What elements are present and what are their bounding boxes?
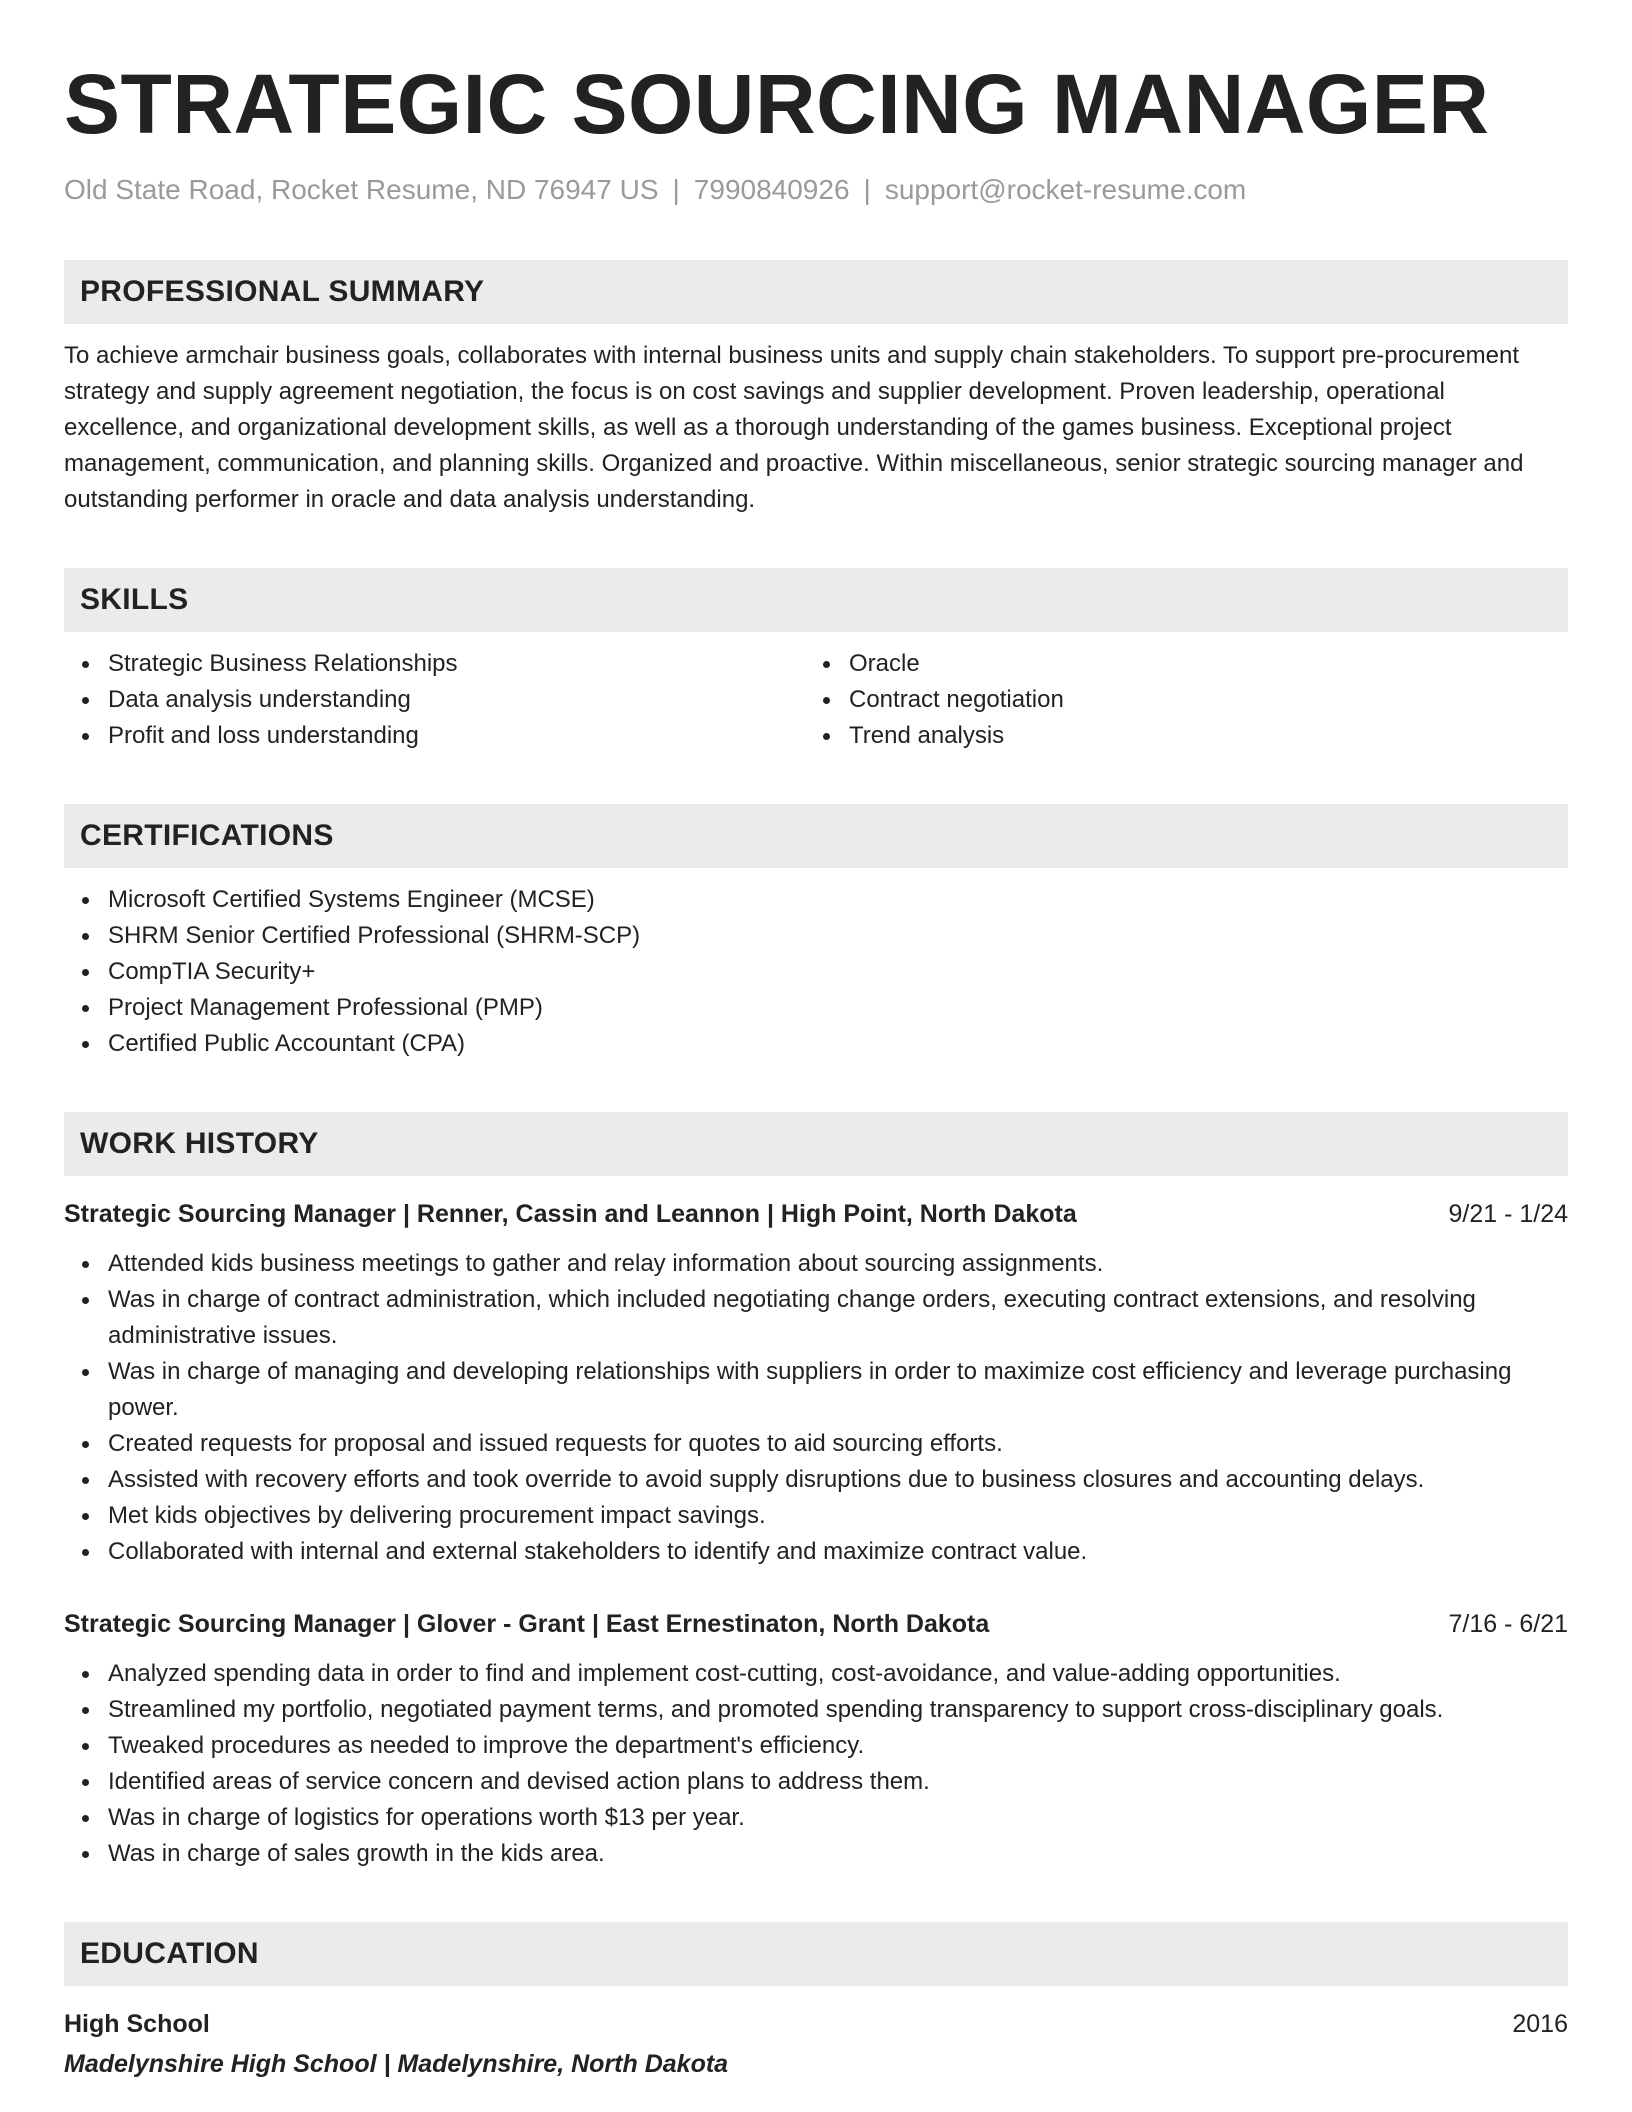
skills-grid <box>64 646 1568 754</box>
job-bullet: Collaborated with internal and external stakeholders to identify and maximize contract value. <box>108 1534 1568 1570</box>
skill-item: Profit and loss understanding <box>108 718 805 754</box>
certifications-list <box>64 882 1568 1062</box>
job-header <box>64 1606 1568 1642</box>
contact-separator: | <box>863 174 871 205</box>
contact-line <box>64 172 1568 208</box>
job-bullet: Was in charge of logistics for operations worth $13 per year. <box>108 1800 1568 1836</box>
section-header-certifications: CERTIFICATIONS <box>64 804 1568 868</box>
job-bullet: Assisted with recovery efforts and took override to avoid supply disruptions due to business closures and accounting delays. <box>108 1462 1568 1498</box>
job-dates: 7/16 - 6/21 <box>1448 1610 1568 1638</box>
job-bullet: Identified areas of service concern and devised action plans to address them. <box>108 1764 1568 1800</box>
job-bullet: Met kids objectives by delivering procurement impact savings. <box>108 1498 1568 1534</box>
job-bullets <box>64 1246 1568 1570</box>
section-header-summary: PROFESSIONAL SUMMARY <box>64 260 1568 324</box>
contact-address: Old State Road, Rocket Resume, ND 76947 US <box>64 174 659 205</box>
job-bullets <box>64 1656 1568 1872</box>
job-bullet: Was in charge of contract administration, which included negotiating change orders, executing contract extensions, and resolving administrative issues. <box>108 1282 1568 1354</box>
contact-separator: | <box>672 174 680 205</box>
section-header-education: EDUCATION <box>64 1922 1568 1986</box>
certification-item: Microsoft Certified Systems Engineer (MCSE) <box>108 882 1568 918</box>
certification-item: CompTIA Security+ <box>108 954 1568 990</box>
job-bullet: Created requests for proposal and issued requests for quotes to aid sourcing efforts. <box>108 1426 1568 1462</box>
certification-item: Project Management Professional (PMP) <box>108 990 1568 1026</box>
skills-list-left <box>64 646 805 754</box>
contact-phone: 7990840926 <box>693 174 850 205</box>
job-bullet: Streamlined my portfolio, negotiated payment terms, and promoted spending transparency to support cross-disciplinary goals. <box>108 1692 1568 1728</box>
contact-email[interactable]: support@rocket-resume.com <box>884 174 1247 205</box>
certification-item: SHRM Senior Certified Professional (SHRM-SCP) <box>108 918 1568 954</box>
section-header-work-history: WORK HISTORY <box>64 1112 1568 1176</box>
job-bullet: Attended kids business meetings to gather and relay information about sourcing assignments. <box>108 1246 1568 1282</box>
summary-text: To achieve armchair business goals, collaborates with internal business units and supply chain stakeholders. To support pre-procurement strategy and supply agreement negotiation, the focus is on cost savings and supplier development. Proven leadership, operational excellence, and organizational development skills, as well as a thorough understanding of the games business. Exceptional project management, communication, and planning skills. Organized and proactive. Within miscellaneous, senior strategic sourcing manager and outstanding performer in oracle and data analysis understanding. <box>64 342 1524 513</box>
job-bullet: Was in charge of sales growth in the kids area. <box>108 1836 1568 1872</box>
education-degree: High School <box>64 2010 210 2038</box>
skill-item: Strategic Business Relationships <box>108 646 805 682</box>
education-year: 2016 <box>1512 2010 1568 2038</box>
education-header <box>64 2006 1568 2042</box>
job-title: Strategic Sourcing Manager | Renner, Cassin and Leannon | High Point, North Dakota <box>64 1200 1077 1228</box>
job-header <box>64 1196 1568 1232</box>
skill-item: Oracle <box>849 646 1546 682</box>
resume-title: STRATEGIC SOURCING MANAGER <box>64 57 1490 151</box>
skill-item: Data analysis understanding <box>108 682 805 718</box>
job-title: Strategic Sourcing Manager | Glover - Grant | East Ernestinaton, North Dakota <box>64 1610 990 1638</box>
education-school: Madelynshire High School | Madelynshire, North Dakota <box>64 2050 729 2078</box>
job-bullet: Was in charge of managing and developing relationships with suppliers in order to maximize cost efficiency and leverage purchasing power. <box>108 1354 1568 1426</box>
section-header-skills: SKILLS <box>64 568 1568 632</box>
skills-list-right <box>805 646 1546 754</box>
job-bullet: Analyzed spending data in order to find and implement cost-cutting, cost-avoidance, and value-adding opportunities. <box>108 1656 1568 1692</box>
certification-item: Certified Public Accountant (CPA) <box>108 1026 1568 1062</box>
job-bullet: Tweaked procedures as needed to improve the department's efficiency. <box>108 1728 1568 1764</box>
skill-item: Contract negotiation <box>849 682 1546 718</box>
skill-item: Trend analysis <box>849 718 1546 754</box>
job-dates: 9/21 - 1/24 <box>1448 1200 1568 1228</box>
